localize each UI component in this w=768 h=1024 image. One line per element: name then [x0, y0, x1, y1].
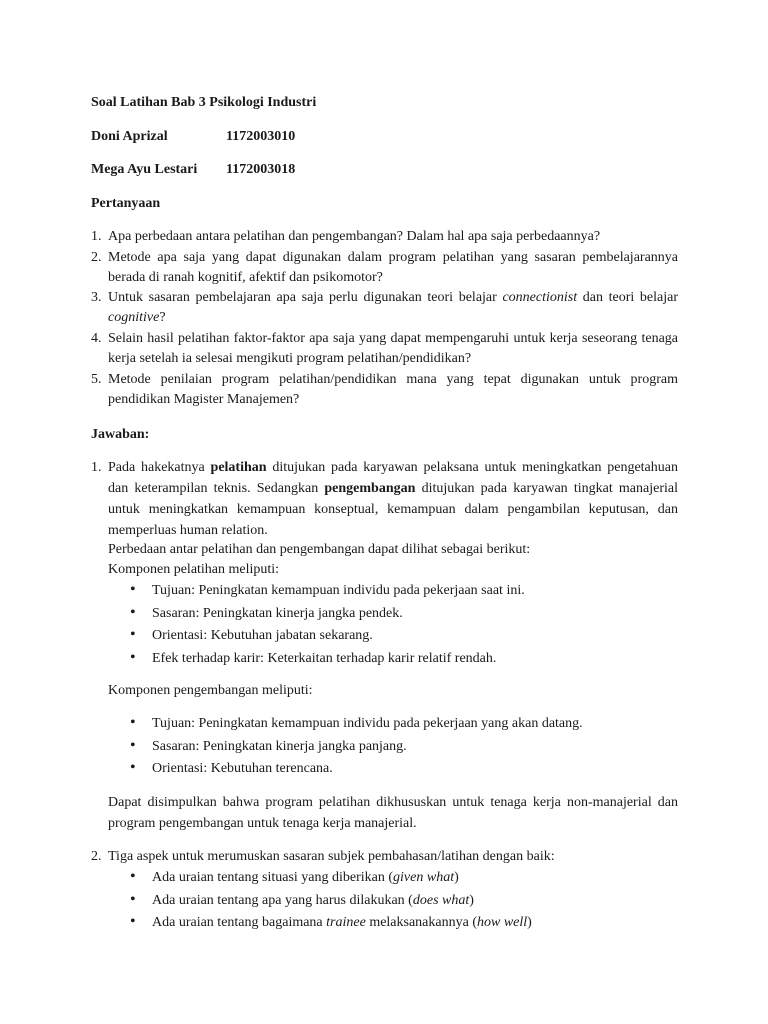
question-number: 4. — [91, 331, 102, 346]
answer-1-line2: Perbedaan antar pelatihan dan pengembangan dapat dilihat sebagai berikut: — [108, 542, 531, 557]
question-text: Selain hasil pelatihan faktor-faktor apa saja yang dapat mempengaruhi untuk kerja seseorang tenaga kerja setelah ia selesai mengikuti program pelatihan/pendidikan? — [108, 331, 678, 366]
list-item: • Sasaran: Peningkatan kinerja jangka pendek. — [130, 604, 690, 627]
author-nim-2: 1172003018 — [226, 162, 296, 177]
author-name-1: Doni Aprizal — [91, 129, 168, 144]
list-item: • Orientasi: Kebutuhan jabatan sekarang. — [130, 626, 690, 649]
question-number: 2. — [91, 250, 102, 265]
pengembangan-heading: Komponen pengembangan meliputi: — [108, 683, 313, 698]
pelatihan-list — [130, 581, 690, 671]
question-2 — [91, 248, 678, 288]
answers-heading: Jawaban: — [91, 427, 150, 442]
question-text: Metode apa saja yang dapat digunakan dalam program pelatihan yang sasaran pembelajarannya berada di ranah kognitif, afektif dan psikomotor? — [108, 250, 678, 285]
answer-text: Tiga aspek untuk merumuskan sasaran subjek pembahasan/latihan dengan baik: — [108, 849, 555, 864]
answer-number: 1. — [91, 460, 102, 475]
aspek-list — [130, 868, 690, 936]
author-nim-1: 1172003010 — [226, 129, 296, 144]
question-number: 3. — [91, 290, 102, 305]
list-item: • Ada uraian tentang bagaimana trainee melaksanakannya (how well) — [130, 913, 690, 936]
list-item: • Tujuan: Peningkatan kemampuan individu pada pekerjaan saat ini. — [130, 581, 690, 604]
list-item: • Ada uraian tentang situasi yang diberikan (given what) — [130, 868, 690, 891]
question-4 — [91, 329, 678, 369]
list-item: • Ada uraian tentang apa yang harus dilakukan (does what) — [130, 891, 690, 914]
question-text: Untuk sasaran pembelajaran apa saja perlu digunakan teori belajar connectionist dan teori belajar cognitive? — [108, 290, 679, 325]
questions-heading: Pertanyaan — [91, 196, 161, 211]
question-number: 1. — [91, 229, 102, 244]
question-1 — [91, 227, 678, 247]
author-name-2: Mega Ayu Lestari — [91, 162, 198, 177]
question-5 — [91, 370, 678, 410]
list-item: • Efek terhadap karir: Keterkaitan terhadap karir relatif rendah. — [130, 649, 690, 672]
question-number: 5. — [91, 372, 102, 387]
answer-number: 2. — [91, 849, 102, 864]
answer-1-intro — [91, 457, 678, 541]
list-item: • Orientasi: Kebutuhan terencana. — [130, 759, 690, 782]
pengembangan-list — [130, 714, 690, 782]
question-3 — [91, 288, 678, 328]
answer-1-conclusion: Dapat disimpulkan bahwa program pelatihan dikhususkan untuk tenaga kerja non-manajerial dan program pengembangan untuk tenaga kerja manajerial. — [108, 795, 678, 831]
question-text: Apa perbedaan antara pelatihan dan pengembangan? Dalam hal apa saja perbedaannya? — [108, 229, 601, 244]
pelatihan-heading: Komponen pelatihan meliputi: — [108, 562, 280, 577]
list-item: • Sasaran: Peningkatan kinerja jangka panjang. — [130, 737, 690, 760]
answer-2-intro — [91, 847, 678, 867]
document-title: Soal Latihan Bab 3 Psikologi Industri — [91, 95, 317, 110]
question-text: Metode penilaian program pelatihan/pendidikan mana yang tepat digunakan untuk program pendidikan Magister Manajemen? — [108, 372, 678, 407]
list-item: • Tujuan: Peningkatan kemampuan individu pada pekerjaan yang akan datang. — [130, 714, 690, 737]
answer-text: Pada hakekatnya pelatihan ditujukan pada karyawan pelaksana untuk meningkatkan pengetahuan dan keterampilan teknis. Sedangkan pengembangan ditujukan pada karyawan tingkat manajerial untuk meningkatkan kemampuan konseptual, kemampuan dalam pengambilan keputusan, dan memperluas human relation. — [108, 460, 678, 538]
